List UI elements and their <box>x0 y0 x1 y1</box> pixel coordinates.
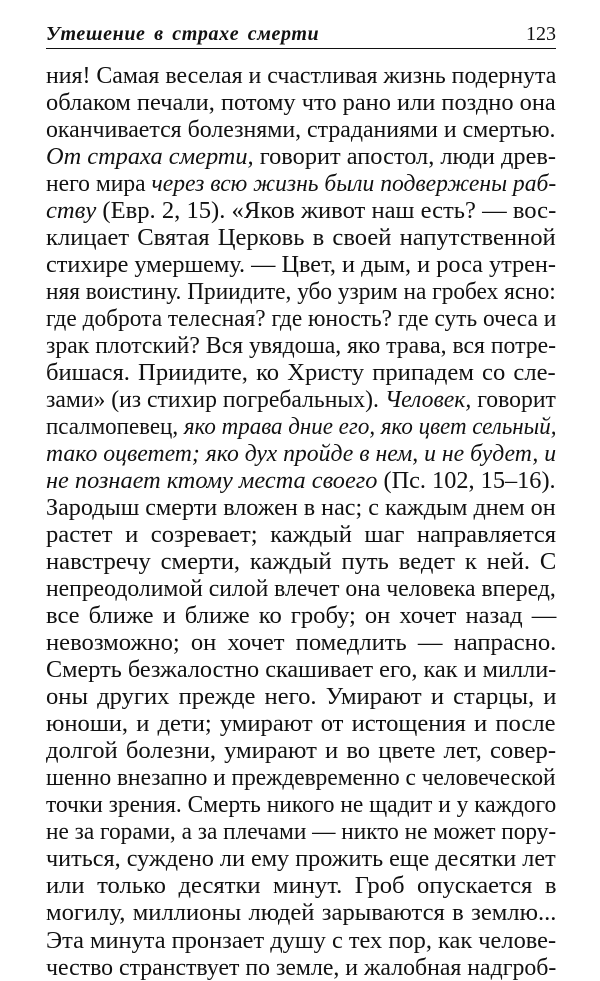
italic-quote: через всю жизнь были подвержены раб- <box>151 170 557 198</box>
text-run: псалмопевец, <box>46 413 184 441</box>
italic-quote: ству <box>46 197 97 225</box>
text-line <box>46 656 556 683</box>
italic-quote: От страха смерти, <box>46 143 254 171</box>
text-run: или только десятки минут. Гроб опускается в <box>46 872 557 900</box>
text-run: Смерть безжалостно скашивает его, как и милли- <box>46 656 557 684</box>
text-line <box>46 116 556 143</box>
text-line <box>46 791 556 818</box>
text-run: него мира <box>46 170 152 198</box>
text-line <box>46 602 556 629</box>
text-line <box>46 494 556 521</box>
text-line <box>46 89 556 116</box>
text-line <box>46 143 556 170</box>
text-line <box>46 521 556 548</box>
text-line <box>46 440 556 467</box>
page-number: 123 <box>526 23 556 45</box>
text-line <box>46 224 556 251</box>
text-run: Эта минута пронзает душу с тех пор, как челове- <box>46 926 557 954</box>
text-line <box>46 251 556 278</box>
text-line <box>46 927 556 954</box>
text-run: облаком печали, потому что рано или поздно она <box>46 89 556 117</box>
text-run: зрак плотский? Вся увядоша, яко трава, вся потре- <box>46 332 557 360</box>
text-run: бишася. Приидите, ко Христу припадем со сле- <box>46 359 556 387</box>
text-run: (Пс. 102, 15–16). <box>377 467 556 495</box>
text-line <box>46 818 556 845</box>
text-line <box>46 359 556 386</box>
text-line <box>46 872 556 899</box>
text-run: могилу, миллионы людей зарываются в землю... <box>46 899 557 927</box>
text-run: чество странствует по земле, и жалобная надгроб- <box>46 953 557 981</box>
body-text <box>46 62 556 981</box>
text-run: невозможно; он хочет помедлить — напрасно. <box>46 629 557 657</box>
text-run: Зародыш смерти вложен в нас; с каждым днем он <box>46 494 556 522</box>
italic-quote: яко трава дние его, яко цвет сельный, <box>183 413 557 441</box>
text-run: где доброта телесная? где юность? где суть очеса и <box>46 305 557 333</box>
text-line <box>46 413 556 440</box>
text-run: навстречу смерти, каждый путь ведет к ней. С <box>46 548 557 576</box>
text-run: непреодолимой силой влечет она человека вперед, <box>46 575 556 603</box>
text-line <box>46 710 556 737</box>
text-run: говорит <box>471 386 556 414</box>
running-title: Утешение в страхе смерти <box>46 23 320 45</box>
text-line <box>46 62 556 89</box>
text-line <box>46 575 556 602</box>
text-line <box>46 278 556 305</box>
text-run: долгой болезни, умирают и во цвете лет, совер- <box>46 737 557 765</box>
italic-quote: тако оцветет; яко дух пройде в нем, и не будет, и <box>46 440 557 468</box>
text-run: не за горами, а за плечами — никто не может пору- <box>46 818 557 846</box>
text-line <box>46 629 556 656</box>
text-run: зами» (из стихир погребальных). <box>46 386 385 414</box>
text-line <box>46 386 556 413</box>
text-line <box>46 737 556 764</box>
text-line <box>46 332 556 359</box>
text-line <box>46 197 556 224</box>
text-line <box>46 954 556 981</box>
text-line <box>46 548 556 575</box>
text-run: клицает Святая Церковь в своей напутственной <box>46 224 556 252</box>
text-line <box>46 170 556 197</box>
text-run: (Евр. 2, 15). «Яков живот наш есть? — вос- <box>96 197 557 225</box>
text-line <box>46 899 556 926</box>
text-run: читься, суждено ли ему прожить еще десятки лет <box>46 845 556 873</box>
text-line <box>46 683 556 710</box>
text-run: точки зрения. Смерть никого не щадит и у каждого <box>46 791 557 819</box>
running-header <box>46 22 556 49</box>
text-line <box>46 764 556 791</box>
text-run: ния! Самая веселая и счастливая жизнь подернута <box>46 62 557 89</box>
text-run: няя воистину. Приидите, убо узрим на гробех ясно: <box>46 278 556 306</box>
text-run: оны других прежде него. Умирают и старцы, и <box>46 683 557 711</box>
text-line <box>46 845 556 872</box>
text-line <box>46 305 556 332</box>
text-run: юноши, и дети; умирают от истощения и после <box>46 710 556 738</box>
text-run: шенно внезапно и преждевременно с человеческой <box>46 764 556 792</box>
text-run: растет и созревает; каждый шаг направляется <box>46 521 557 549</box>
italic-quote: не познает ктому места своего <box>46 467 378 495</box>
text-run: все ближе и ближе ко гробу; он хочет назад — <box>46 602 557 630</box>
text-line <box>46 467 556 494</box>
italic-quote: Человек, <box>384 386 472 414</box>
text-run: говорит апостол, люди древ- <box>253 143 557 171</box>
text-run: оканчивается болезнями, страданиями и смертью. <box>46 116 556 144</box>
text-run: стихире умершему. — Цвет, и дым, и роса утрен- <box>46 251 556 279</box>
